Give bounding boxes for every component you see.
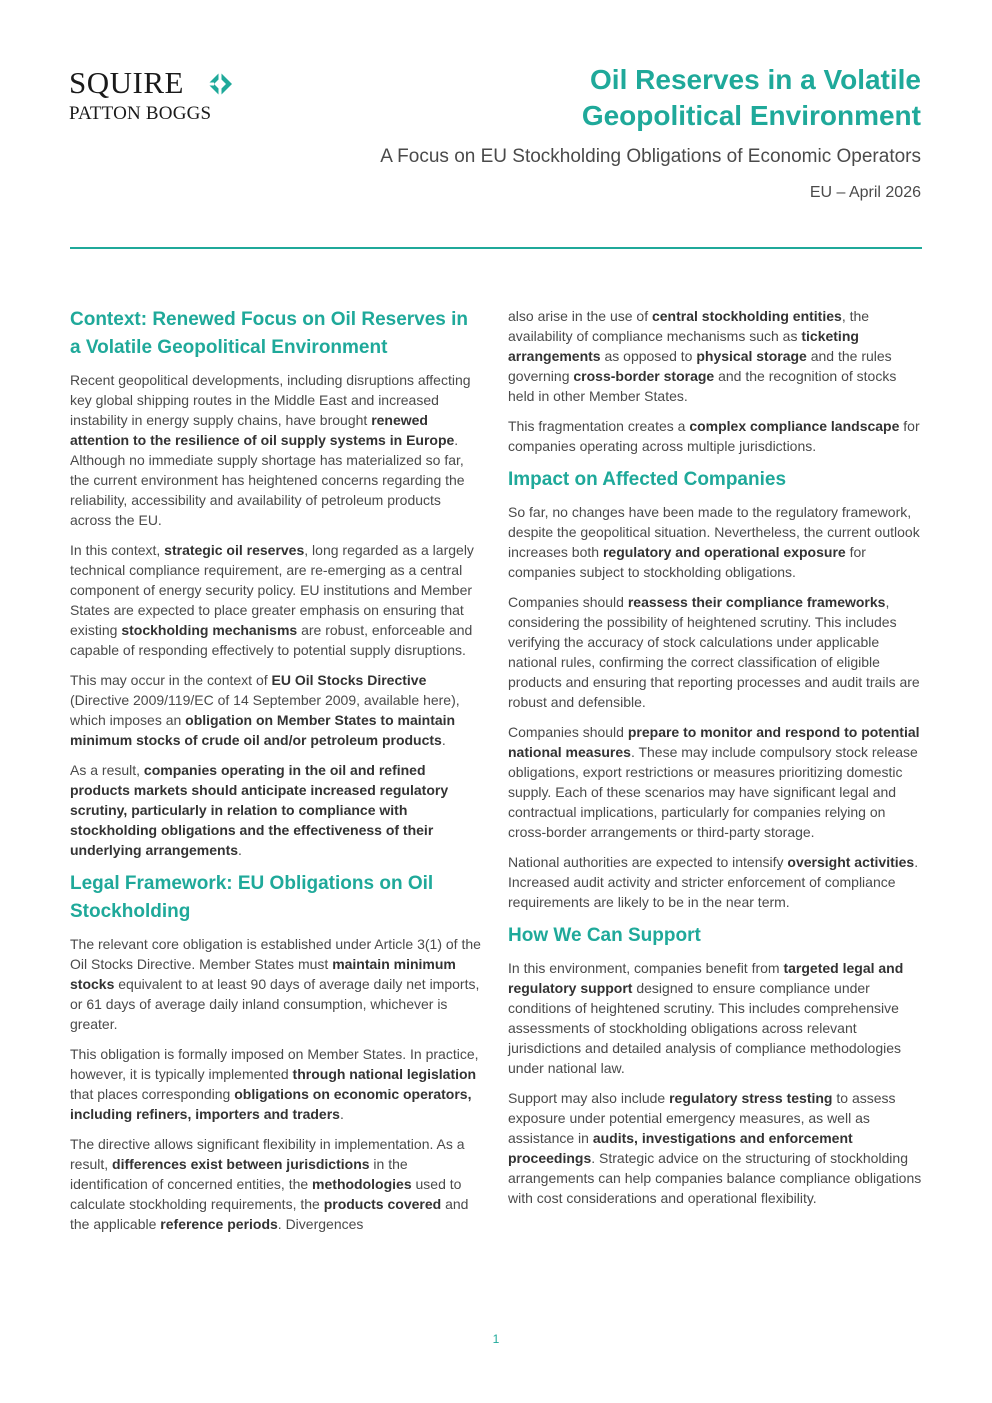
text-run: . These may include compulsory stock release obligations, export restrictions or measures prioritizing domestic supply. Each of these scenarios may have significant legal and contractual implications, particularly for companies relying on cross-border arrangements or third-party storage. <box>508 744 918 840</box>
bold-text: regulatory stress testing <box>669 1090 833 1106</box>
text-run: , the availability of compliance mechanisms such as <box>508 308 870 344</box>
bold-text: physical storage <box>696 348 807 364</box>
bold-text: complex compliance landscape <box>689 418 900 434</box>
paragraph <box>508 958 922 1078</box>
heading-context-line-2: a Volatile Geopolitical Environment <box>70 337 388 358</box>
text-run: equivalent to at least 90 days of average daily net imports, or 61 days of average daily inland consumption, whichever is greater. <box>70 976 480 1032</box>
bold-text: oversight activities <box>787 854 915 870</box>
logo-wordmark-patton-boggs: PATTON BOGGS <box>69 103 212 124</box>
paragraph <box>508 852 922 912</box>
bold-text: products covered <box>323 1196 442 1212</box>
heading-legal-framework <box>70 870 484 926</box>
text-run: (Directive 2009/119/EC of 14 September 2009, available here), which imposes an <box>70 692 460 728</box>
paragraph <box>508 1088 922 1208</box>
bold-text: strategic oil reserves <box>164 542 305 558</box>
publication-date: EU – April 2026 <box>809 184 921 201</box>
text-run: , long regarded as a largely technical compliance requirement, are re-emerging as a central component of energy security policy. EU institutions and Member States are expected to place greater emphasis on ensuring that existing <box>70 542 474 638</box>
left-column <box>70 306 484 1244</box>
text-run: As a result, <box>70 762 144 778</box>
logo <box>69 66 249 128</box>
bold-text: renewed attention to the resilience of oil supply systems in Europe <box>70 412 455 448</box>
text-run: in the identification of concerned entities, the <box>70 1156 408 1192</box>
paragraph <box>508 592 922 712</box>
heading-context <box>70 306 484 362</box>
text-run: This fragmentation creates a <box>508 418 690 434</box>
bold-text: stockholding mechanisms <box>121 622 298 638</box>
text-run: . Increased audit activity and stricter enforcement of compliance requirements are likely to be in the near term. <box>508 854 919 910</box>
bold-text: methodologies <box>312 1176 412 1192</box>
bold-text: maintain minimum stocks <box>70 956 456 992</box>
text-run: Companies should <box>508 724 628 740</box>
bold-text: obligations on economic operators, including refiners, importers and traders <box>70 1086 472 1122</box>
text-run: used to calculate stockholding requirements, the <box>70 1176 462 1212</box>
bold-text: through national legislation <box>292 1066 477 1082</box>
paragraph <box>70 540 484 660</box>
text-run: In this environment, companies benefit from <box>508 960 784 976</box>
paragraph <box>70 670 484 750</box>
text-run: . Although no immediate supply shortage has materialized so far, the current environment has heightened concerns regarding the reliability, accessibility and availability of petroleum products across the EU. <box>70 432 465 528</box>
text-run: and the rules governing <box>508 348 892 384</box>
text-run: Recent geopolitical developments, including disruptions affecting key global shipping routes in the Middle East and increased instability in energy supply chains, have brought <box>70 372 471 428</box>
header-divider <box>70 247 922 249</box>
bold-text: EU Oil Stocks Directive <box>271 672 427 688</box>
text-run: , considering the possibility of heightened scrutiny. This includes verifying the accuracy of stock calculations under applicable national rules, confirming the correct classification of eligible products and ensuring that reporting processes and audit trails are robust and defensible. <box>508 594 920 710</box>
paragraph <box>508 502 922 582</box>
heading-legal-framework-line-1: Legal Framework: EU Obligations on Oil <box>70 873 434 894</box>
paragraph <box>70 1044 484 1124</box>
text-run: that places corresponding <box>70 1086 235 1102</box>
right-column <box>508 306 922 1218</box>
text-run: and the recognition of stocks held in other Member States. <box>508 368 897 404</box>
text-run: . Strategic advice on the structuring of stockholding arrangements can help companies balance compliance obligations with cost considerations and operational flexibility. <box>508 1150 922 1206</box>
bold-text: obligation on Member States to maintain minimum stocks of crude oil and/or petroleum products <box>70 712 456 748</box>
text-run: and the applicable <box>70 1196 469 1232</box>
text-run: as opposed to <box>600 348 697 364</box>
paragraph <box>70 370 484 530</box>
logo-wordmark-squire: SQUIRE <box>69 65 184 100</box>
heading-impact: Impact on Affected Companies <box>508 469 787 490</box>
bold-text: central stockholding entities <box>651 308 842 324</box>
paragraph <box>70 1134 484 1234</box>
bold-text: companies operating in the oil and refined products markets should anticipate increased regulatory scrutiny, particularly in relation to compliance with stockholding obligations and the effectiveness of their underlying arrangements <box>70 762 449 858</box>
text-run: This obligation is formally imposed on Member States. In practice, however, it is typically implemented <box>70 1046 479 1082</box>
page-title-line-2: Geopolitical Environment <box>581 100 921 131</box>
page-number: 1 <box>492 1332 500 1346</box>
page-title <box>582 62 921 134</box>
bold-text: targeted legal and regulatory support <box>508 960 904 996</box>
text-run: In this context, <box>70 542 165 558</box>
bold-text: regulatory and operational exposure <box>602 544 846 560</box>
text-run: also arise in the use of <box>508 308 652 324</box>
text-run: . <box>339 1106 344 1122</box>
text-run: . <box>238 842 242 858</box>
paragraph <box>70 760 484 860</box>
page-title-line-1: Oil Reserves in a Volatile <box>590 64 921 95</box>
heading-support: How We Can Support <box>508 925 701 946</box>
paragraph <box>508 722 922 842</box>
bold-text: audits, investigations and enforcement proceedings <box>508 1130 853 1166</box>
text-run: The relevant core obligation is established under Article 3(1) of the Oil Stocks Directive. Member States must <box>70 936 481 972</box>
paragraph <box>508 306 922 406</box>
text-run: designed to ensure compliance under conditions of heightened scrutiny. This includes comprehensive assessments of stockholding obligations across relevant jurisdictions and detailed analysis of compliance methodologies under national law. <box>508 980 902 1076</box>
bold-text: prepare to monitor and respond to potential national measures <box>508 724 920 760</box>
text-run: So far, no changes have been made to the regulatory framework, despite the geopolitical situation. Nevertheless, the current outlook increases both <box>508 504 920 560</box>
heading-legal-framework-line-2: Stockholding <box>70 901 191 922</box>
bold-text: ticketing arrangements <box>508 328 859 364</box>
text-run: for companies operating across multiple jurisdictions. <box>508 418 920 454</box>
page-subtitle: A Focus on EU Stockholding Obligations of Economic Operators <box>380 146 921 167</box>
bold-text: reference periods <box>160 1216 278 1232</box>
bold-text: reassess their compliance frameworks <box>627 594 886 610</box>
text-run: are robust, enforceable and capable of responding effectively to potential supply disruptions. <box>70 622 473 658</box>
text-run: The directive allows significant flexibility in implementation. As a result, <box>70 1136 465 1172</box>
paragraph <box>508 416 922 456</box>
text-run: to assess exposure under potential emergency measures, as well as assistance in <box>508 1090 896 1146</box>
text-run: for companies subject to stockholding obligations. <box>508 544 866 580</box>
text-run: Support may also include <box>508 1090 670 1106</box>
heading-context-line-1: Context: Renewed Focus on Oil Reserves in <box>70 309 469 330</box>
bold-text: cross-border storage <box>573 368 715 384</box>
text-run: . <box>441 732 446 748</box>
bold-text: differences exist between jurisdictions <box>112 1156 370 1172</box>
text-run: This may occur in the context of <box>70 672 272 688</box>
text-run: National authorities are expected to intensify <box>508 854 788 870</box>
paragraph <box>70 934 484 1034</box>
text-run: . Divergences <box>277 1216 364 1232</box>
logo-mark-icon <box>206 70 234 98</box>
text-run: Companies should <box>508 594 628 610</box>
